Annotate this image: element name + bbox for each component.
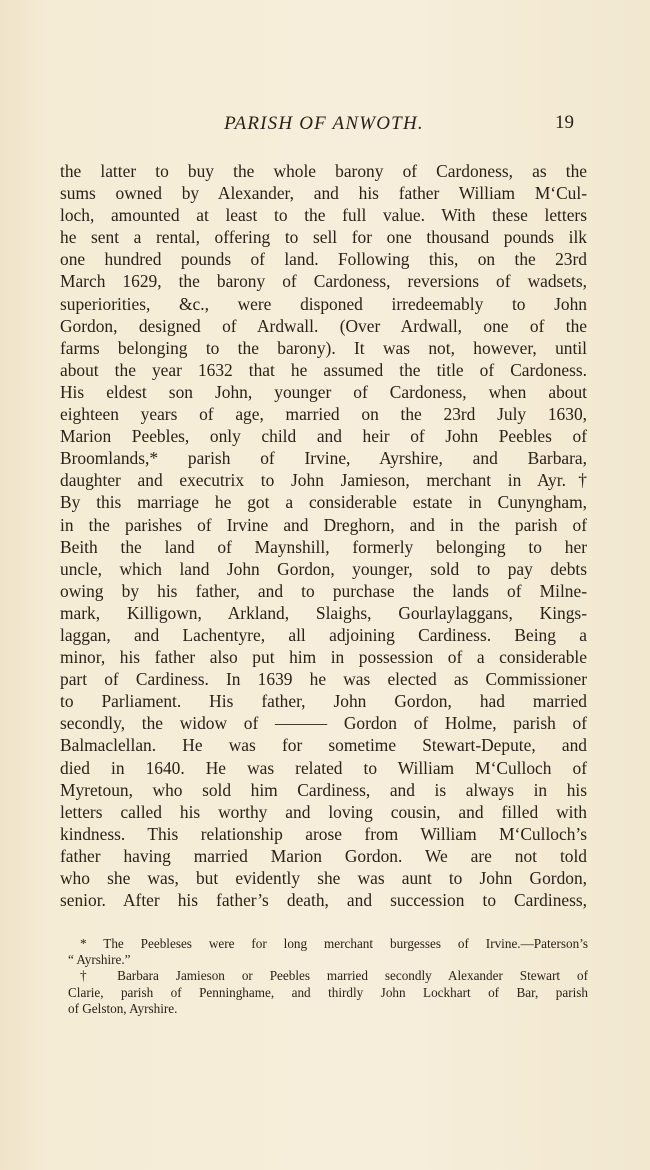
text-line: daughter and executrix to John Jamieson, merchant in Ayr.† [60,470,587,491]
footnote-line: of Gelston, Ayrshire. [68,1000,178,1016]
footnote-line: * The Peebleses were for long merchant burgesses of Irvine.—Paterson’s [80,936,588,951]
text-line: minor, his father also put him in possession of a considerable [60,647,587,668]
text-line: to Parliament. His father, John Gordon, had married [60,691,587,712]
text-line: part of Cardiness. In 1639 he was elected as Commissioner [60,669,587,690]
text-line: kindness. This relationship arose from William M‘Culloch’s [60,823,587,844]
text-line: about the year 1632 that he assumed the title of Cardoness. [60,359,587,380]
text-line: uncle, which land John Gordon, younger, sold to pay debts [60,558,587,579]
text-line: who she was, but evidently she was aunt to John Gordon, [60,868,587,888]
text-line: secondly, the widow of ——— Gordon of Holme, parish of [60,713,587,734]
text-line: father having married Marion Gordon. We are not told [60,845,587,866]
text-line: owing by his father, and to purchase the lands of Milne- [60,580,587,601]
footnote-line: † Barbara Jamieson or Peebles married secondly Alexander Stewart of [80,968,588,984]
running-head: PARISH OF ANWOTH. [224,113,424,134]
text-line: died in 1640. He was related to William M‘Culloch of [60,757,587,778]
page-header [60,113,588,139]
page-number: 19 [555,112,574,133]
text-line: loch, amounted at least to the full value. With these letters [60,205,587,226]
body-text [60,160,587,911]
text-line: mark, Killigown, Arkland, Slaighs, Gourlaylaggans, Kings- [60,602,587,623]
text-line: superiorities, &c., were disponed irredeemably to John [60,293,587,314]
footnote-line: “ Ayrshire.” [68,952,131,968]
text-line: laggan, and Lachentyre, all adjoining Cardiness. Being a [60,624,587,645]
text-line: one hundred pounds of land. Following this, on the 23rd [60,249,587,270]
text-line: Balmaclellan. He was for sometime Stewart-Depute, and [60,735,587,756]
text-line: eighteen years of age, married on the 23rd July 1630, [60,404,587,425]
text-line: farms belonging to the barony). It was not, however, until [60,337,587,358]
text-line: the latter to buy the whole barony of Cardoness, as the [60,161,587,181]
text-line: senior. After his father’s death, and succession to Cardiness, [60,890,587,911]
text-line: Marion Peebles, only child and heir of John Peebles of [60,426,587,447]
text-line: By this marriage he got a considerable estate in Cunyngham, [60,492,587,513]
text-line: Beith the land of Maynshill, formerly belonging to her [60,536,587,557]
text-line: in the parishes of Irvine and Dreghorn, and in the parish of [60,514,587,535]
text-line: sums owned by Alexander, and his father William M‘Cul- [60,183,587,204]
text-line: Gordon, designed of Ardwall. (Over Ardwall, one of the [60,315,587,336]
footnote-line: Clarie, parish of Penninghame, and thirdly John Lockhart of Bar, parish [68,984,588,1000]
footnotes [68,936,588,1017]
text-line: March 1629, the barony of Cardoness, reversions of wadsets, [60,271,587,292]
text-line: Myretoun, who sold him Cardiness, and is always in his [60,779,587,800]
text-line: letters called his worthy and loving cousin, and filled with [60,801,587,822]
text-line: His eldest son John, younger of Cardoness, when about [60,381,587,402]
text-line: he sent a rental, offering to sell for one thousand pounds ilk [60,227,587,248]
text-line: Broomlands,* parish of Irvine, Ayrshire, and Barbara, [60,448,587,469]
